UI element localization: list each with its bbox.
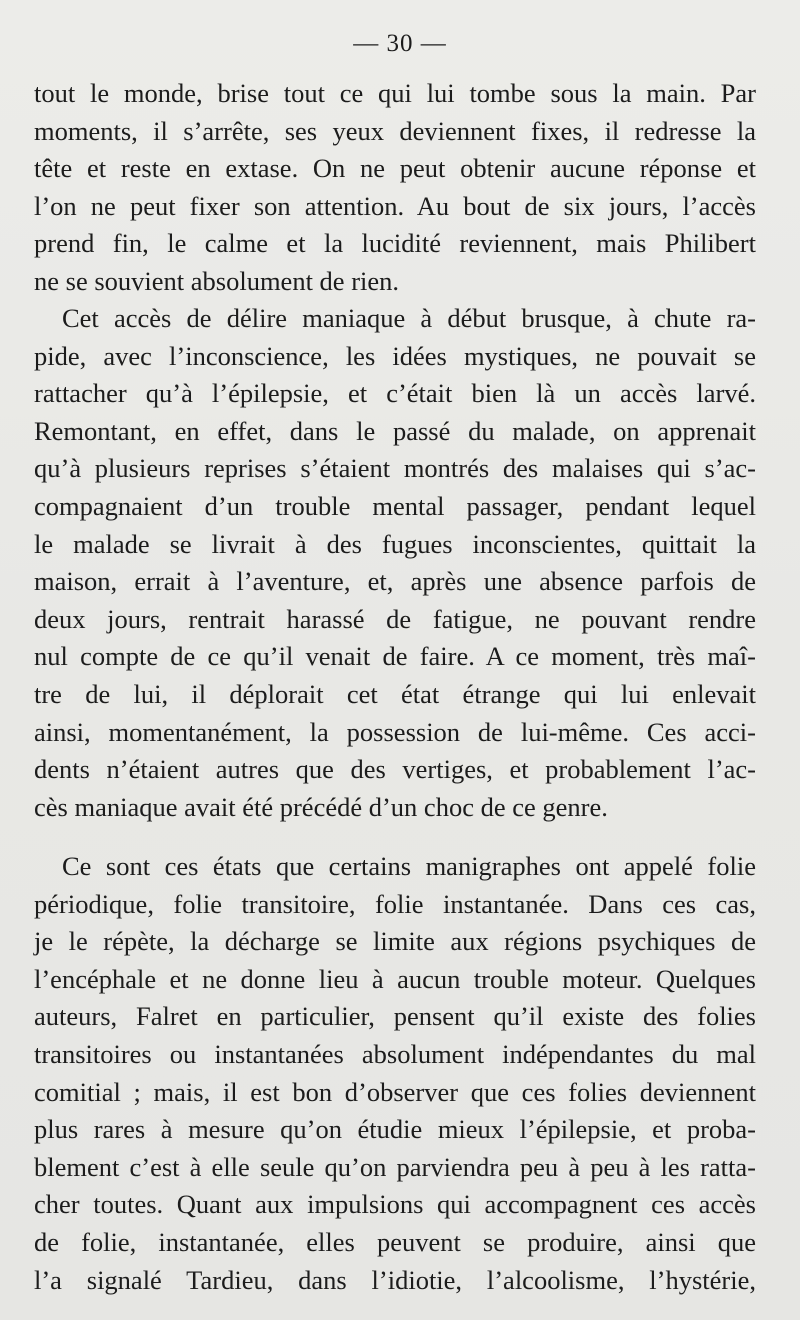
text-line: auteurs, Falret en particulier, pensent qu’il existe des folies (34, 1001, 756, 1032)
text-line: deux jours, rentrait harassé de fatigue, ne pouvant rendre (34, 603, 756, 634)
text-line: ainsi, momentanément, la possession de lui-même. Ces acci- (34, 716, 756, 747)
text-line: de folie, instantanée, elles peuvent se produire, ainsi que (34, 1226, 756, 1257)
text-line: prend fin, le calme et la lucidité reviennent, mais Philibert (34, 228, 756, 259)
text-line: pide, avec l’inconscience, les idées mystiques, ne pouvait se (34, 340, 756, 371)
text-line: Cet accès de délire maniaque à début brusque, à chute ra- (62, 303, 756, 333)
page-number: — 30 — (353, 30, 447, 57)
text-line: rattacher qu’à l’épilepsie, et c’était bien là un accès larvé. (34, 378, 756, 409)
text-line: transitoires ou instantanées absolument indépendantes du mal (34, 1038, 756, 1069)
text-line: compagnaient d’un trouble mental passager, pendant lequel (34, 490, 756, 521)
text-line: blement c’est à elle seule qu’on parviendra peu à peu à les ratta- (34, 1151, 756, 1182)
paragraph-2 (34, 300, 756, 826)
text-line: ne se souvient absolument de rien. (34, 265, 400, 296)
text-line: tout le monde, brise tout ce qui lui tombe sous la main. Par (34, 78, 756, 108)
text-line: plus rares à mesure qu’on étudie mieux l’épilepsie, et proba- (34, 1114, 756, 1145)
text-line: tête et reste en extase. On ne peut obtenir aucune réponse et (34, 153, 756, 184)
text-line: Remontant, en effet, dans le passé du malade, on apprenait (34, 415, 756, 446)
text-line: nul compte de ce qu’il venait de faire. A ce moment, très maî- (34, 641, 756, 672)
text-line: cès maniaque avait été précédé d’un choc de ce genre. (34, 791, 608, 822)
text-line: tre de lui, il déplorait cet état étrange qui lui enlevait (34, 678, 756, 709)
text-line: cher toutes. Quant aux impulsions qui accompagnent ces accès (34, 1189, 756, 1220)
text-line: comitial ; mais, il est bon d’observer que ces folies deviennent (34, 1076, 756, 1107)
text-line: maison, errait à l’aventure, et, après une absence parfois de (34, 566, 756, 597)
text-line: l’on ne peut fixer son attention. Au bout de six jours, l’accès (34, 190, 756, 221)
text-line: le malade se livrait à des fugues inconscientes, quittait la (34, 528, 756, 559)
text-line: moments, il s’arrête, ses yeux deviennent fixes, il redresse la (34, 115, 756, 146)
text-line: dents n’étaient autres que des vertiges, et probablement l’ac- (34, 754, 756, 785)
paragraph-3 (34, 848, 756, 1299)
paragraph-1 (34, 75, 756, 301)
text-line: périodique, folie transitoire, folie instantanée. Dans ces cas, (34, 888, 756, 919)
text-line: qu’à plusieurs reprises s’étaient montrés des malaises qui s’ac- (34, 453, 756, 484)
text-line: l’a signalé Tardieu, dans l’idiotie, l’alcoolisme, l’hystérie, (34, 1264, 756, 1295)
text-line: je le répète, la décharge se limite aux régions psychiques de (34, 926, 756, 957)
text-line: l’encéphale et ne donne lieu à aucun trouble moteur. Quelques (34, 963, 756, 994)
text-line: Ce sont ces états que certains manigraphes ont appelé folie (62, 851, 756, 881)
